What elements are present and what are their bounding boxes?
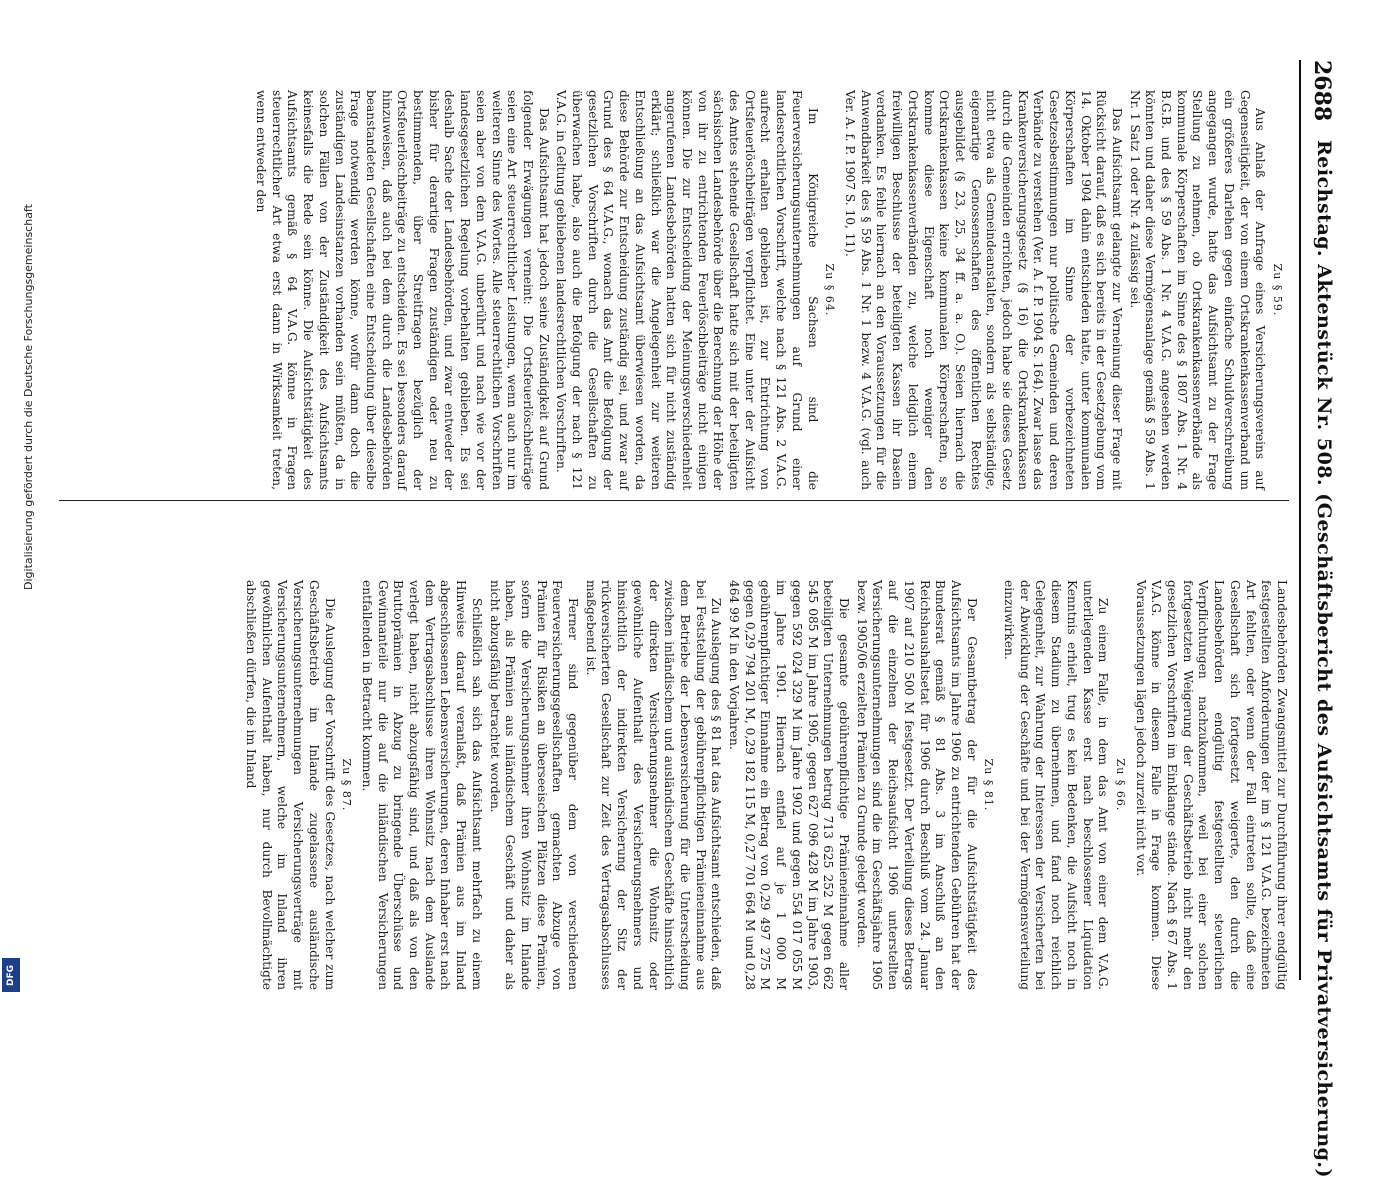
- column-divider: [59, 500, 1289, 501]
- paragraph: Schließlich sah sich das Aufsichtsamt mehrfach zu einem Hinweise darauf veranlaßt, daß Prämien aus im Inland abgeschlossenen Lebensversicherungen, deren Inhaber erst nach dem Vertragsabschlusse ihren Wohnsitz nach dem Auslande verlegt haben, nicht abzugsfähig sind, und daß als von den Bruttoprämien in Abzug zu bringende Überschüsse und Gewinnanteile nur die auf die inländischen Versicherungen entfallenden in Betracht kommen.: [359, 580, 484, 990]
- paragraph: Aus Anlaß der Anfrage eines Versicherungsvereins auf Gegenseitigkeit, der von einem Ortskrankenkassenverband um ein größeres Darlehen gegen einfache Schuldverschreibung angegangen wurde, hatte das Aufsichtsamt zu der Frage Stellung zu nehmen, ob Ortskrankenkassenverbände als kommunale Körperschaften im Sinne des § 1807 Abs. 1 Nr. 4 B.G.B. und des § 59 Abs. 1 Nr. 4 V.A.G. angesehen werden könnten und daher diese Vermögensanlage gemäß § 59 Abs. 1 Nr. 1 Satz 1 oder Nr. 4 zulässig sei.: [1127, 90, 1268, 490]
- paragraph: Der Gesamtbetrag der für die Aufsichtstätigkeit des Aufsichtsamts im Jahre 1906 zu entrichtenden Gebühren hat der Bundesrat gemäß § 81 Abs. 3 im Anschluß an den Reichshaushaltsetat für 1906 durch Beschluß vom 24. Januar 1907 auf 210 500 M festgesetzt. Der Verteilung dieses Betrags auf die einzelnen der Reichsaufsicht 1906 unterstellten Versicherungsunternehmungen sind die im Geschäftsjahre 1905 bezw. 1905/06 erzielten Prämien zu Grunde gelegt worden.: [854, 580, 979, 990]
- paragraph: Das Aufsichtsamt hat jedoch seine Zuständigkeit auf Grund folgender Erwägungen verneint: Die Ortsfeuerlöschbeiträge seien eine Art steuerrechtlicher Leistungen, wenn auch nur im weiteren Sinne des Wortes. Alle steuerrechtlichen Vorschriften seien aber von dem V.A.G. unberührt und nach wie vor der landesgesetzlichen Regelung vorbehalten geblieben. Es sei deshalb Sache der Landesbehörden, und zwar entweder der bisher für derartige Fragen zuständigen oder neu zu bestimmenden, über Streitfragen bezüglich der Ortsfeuerlöschbeiträge zu entscheiden. Es sei besonders darauf hinzuweisen, daß auch bei dem durch die Landesbehörden beanstandeten Gesellschaften eine Entscheidung über dieselbe Frage notwendig werden könne, wofür dann doch die zuständigen Landesinstanzen vorhanden sein müßten, da in solchen Fällen von der Zuständigkeit des Aufsichtsamts keinesfalls die Rede sein könne. Die Aufsichtstätigkeit des Aufsichtsamts gemäß § 64 V.A.G. könne in Fragen steuerrechtlicher Art etwa erst dann in Wirksamkeit treten, wenn entweder den: [254, 90, 551, 490]
- paragraph: Das Aufsichtsamt gelangte zur Verneinung dieser Frage mit Rücksicht darauf, daß es sich bereits in der Gesetzgebung vom 14. Oktober 1904 dahin entschieden hatte, unter kommunalen Körperschaften im Sinne der vorbezeichneten Gesetzesbestimmungen nur politische Gemeinden und deren Verbände zu verstehen (Ver. A. f. P. 1904 S. 164). Zwar lasse das Krankenversicherungsgesetz (§ 16) die Ortskrankenkassen durch die Gemeinden errichten, jedoch habe sie dieses Gesetz nicht etwa als Gemeindeanstalten, sondern als selbständige, eigenartige Genossenschaften des öffentlichen Rechtes ausgebildet (§ 23, 25, 34 ff. a. a. O.). Seien hiernach die Ortskrankenkassen keine kommunalen Körperschaften, so komme diese Eigenschaft noch weniger den Ortskrankenkassenverbänden zu, welche lediglich einem freiwilligen Beschlusse der beteiligten Kassen ihr Dasein verdanken. Es fehle hiernach an den Voraussetzungen für die Anwendbarkeit des § 59 Abs. 1 Nr. 1 bezw. 4 V.A.G. (vgl. auch Ver. A. f. P. 1907 S. 10, 11).: [843, 90, 1124, 490]
- rotated-page-content: [41, 0, 1341, 1178]
- section-heading: Zu § 64.: [823, 263, 837, 317]
- paragraph: Die gesamte gebührenpflichtige Prämieneinnahme aller beteiligten Unternehmungen betrug 713 625 252 M gegen 662 545 085 M im Jahre 1905, gegen 627 096 428 M im Jahre 1903, gegen 592 024 329 M im Jahre 1902 und gegen 554 017 055 M im Jahre 1901. Hiernach entfiel auf je 1 000 M gebührenpflichtiger Einnahme ein Betrag von 0,29 497 275 M gegen 0,29 794 201 M, 0,29 182 115 M, 0,27 701 664 M und 0,28 464 99 M in den Vorjahren.: [727, 580, 852, 990]
- left-column: [250, 90, 1289, 490]
- page-header: [1299, 60, 1341, 1178]
- dfg-logo: DFG: [2, 958, 20, 992]
- page-number: 2688: [1309, 60, 1335, 122]
- paragraph: Zu einem Falle, in dem das Amt von einer dem V.A.G. unterliegenden Kasse erst nach beschlossener Liquidation Kenntnis erhielt, trug es kein Bedenken, die Aufsicht noch in diesem Stadium zu übernehmen, und fand noch reichlich Gelegenheit, zur Wahrung der Interessen der Versicherten bei der Abwicklung der Geschäfte und bei der Vermögensverteilung einzuwirken.: [1002, 580, 1111, 990]
- right-column: [240, 580, 1289, 990]
- page-title: Reichstag. Aktenstück Nr. 508. (Geschäftsbericht des Aufsichtsamts für Privatversicherung.): [1313, 140, 1335, 1178]
- paragraph: Landesbehörden Zwangsmittel zur Durchführung ihrer endgültig festgestellten Anforderungen der im § 121 V.A.G. bezeichneten Art fehlten, oder wenn der Fall eintreten sollte, daß eine Gesellschaft sich fortgesetzt weigerte, den durch die Landesbehörden endgültig festgestellten steuerlichen Verpflichtungen nachzukommen, weil bei einer solchen fortgesetzten Weigerung der Geschäftsbetrieb nicht mehr den gesetzlichen Vorschriften im Einklange stände. Nach § 67 Abs. 1 V.A.G. könne in diesem Falle in Frage kommen. Diese Voraussetzungen lägen jedoch zurzeit nicht vor.: [1133, 580, 1289, 990]
- credit-text: Digitalisierung gefördert durch die Deutsche Forschungsgemeinschaft: [22, 204, 35, 590]
- digitization-credit: [0, 0, 35, 1000]
- section-heading: Zu § 66.: [1113, 758, 1127, 812]
- paragraph: Die Auslegung der Vorschrift des Gesetzes, nach welcher zum Geschäftsbetrieb im Inlande zugelassene ausländische Versicherungsunternehmungen Versicherungsverträge mit Versicherungsunternehmern, welche im Inland ihren gewöhnlichen Aufenthalt haben, nur durch Bevollmächtigte abschließen dürfen, die im Inland: [244, 580, 337, 990]
- paragraph: Ferner sind gegenüber dem von verschiedenen Feuerversicherungsgesellschaften gemachten Abzuge von Prämien für Risiken an überseeischen Plätzen diese Prämien, sofern die Versicherungsnehmer ihren Wohnsitz im Inlande haben, als Prämien aus inländischem Geschäft und daher als nicht abzugsfähig betrachtet worden.: [487, 580, 581, 990]
- section-heading: Zu § 87.: [340, 758, 354, 812]
- paragraph: Zu Auslegung des § 81 hat das Aufsichtsamt entschieden, daß bei Feststellung der gebührenpflichtigen Prämieneinnahme aus dem Betriebe der Lebensversicherung für die Unterscheidung zwischen inländischem und ausländischem Geschäfte hinsichtlich der direkten Versicherungsnehmer die Wohnsitz oder gewöhnliche Aufenthalt des Versicherungsnehmers und hinsichtlich der indirekten Versicherung der Sitz der rückversicherten Gesellschaft zur Zeit des Vertragsabschlusses maßgebend ist.: [583, 580, 724, 990]
- section-heading: Zu § 59.: [1271, 263, 1284, 317]
- section-heading: Zu § 81.: [982, 758, 996, 812]
- paragraph: Im Königreiche Sachsen sind die Feuerversicherungsunternehmungen auf Grund einer landesrechtlichen Vorschrift, welche nach § 121 Abs. 2 V.A.G. aufrecht erhalten geblieben ist, zur Entrichtung von Ortsfeuerlöschbeiträgen verpflichtet. Eine unter der Aufsicht des Amtes stehende Gesellschaft hatte sich mit der beteiligten sächsischen Landesbehörde über die Berechnung der Höhe der von ihr zu entrichtenden Feuerlöschbeiträge nicht einigen können. Die zur Entscheidung der Meinungsverschiedenheit angerufenen Landesbehörden hatten sich für nicht zuständig erklärt; schließlich war die Angelegenheit zur weiteren Entschließung an das Aufsichtsamt überwiesen worden, da diese Behörde zur Entscheidung zuständig sei, und zwar auf Grund des § 64 V.A.G., wonach das Amt die Befolgung der gesetzlichen Vorschriften durch die Gesellschaften zu überwachen habe, also auch die Befolgung der nach § 121 V.A.G. in Geltung gebliebenen landesrechtlichen Vorschriften.: [554, 90, 820, 490]
